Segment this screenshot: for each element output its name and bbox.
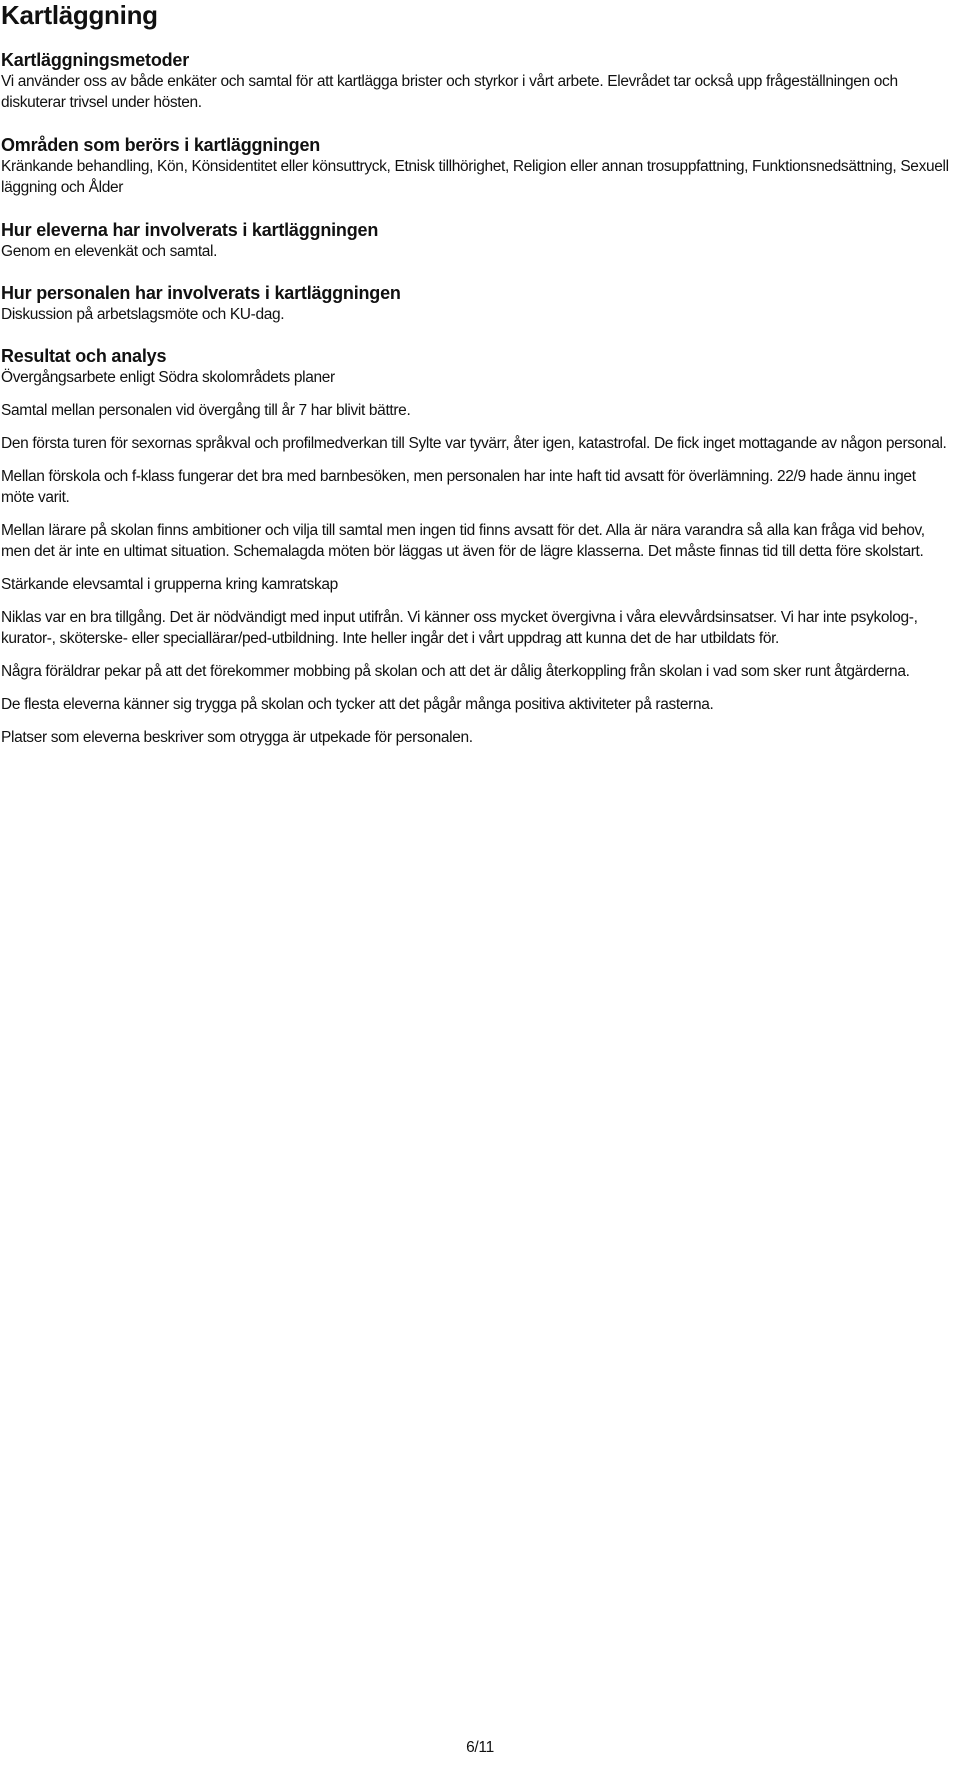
- paragraph: De flesta eleverna känner sig trygga på skolan och tycker att det pågår många positiva aktiviteter på rasterna.: [1, 696, 714, 713]
- section-heading: Områden som berörs i kartläggningen: [1, 135, 321, 155]
- paragraph: Den första turen för sexornas språkval och profilmedverkan till Sylte var tyvärr, åter igen, katastrofal. De fick inget mottagande av någon personal.: [1, 435, 947, 452]
- paragraph: Vi använder oss av både enkäter och samtal för att kartlägga brister och styrkor i vårt arbete. Elevrådet tar också upp frågeställningen och diskuterar trivsel under hösten.: [1, 73, 898, 111]
- section-resultat-och-analys: [1, 345, 951, 748]
- section-heading: Kartläggningsmetoder: [1, 50, 190, 70]
- section-heading: Hur eleverna har involverats i kartläggningen: [1, 220, 379, 240]
- paragraph: Samtal mellan personalen vid övergång till år 7 har blivit bättre.: [1, 402, 411, 419]
- paragraph: Stärkande elevsamtal i grupperna kring kamratskap: [1, 576, 338, 593]
- paragraph: Mellan förskola och f-klass fungerar det bra med barnbesöken, men personalen har inte haft tid avsatt för överlämning. 22/9 hade ännu inget möte varit.: [1, 468, 916, 506]
- section-elever-involverade: [1, 219, 951, 262]
- page-number: 6/11: [466, 1739, 494, 1756]
- section-personal-involverad: [1, 282, 951, 325]
- paragraph: Kränkande behandling, Kön, Könsidentitet eller könsuttryck, Etnisk tillhörighet, Religion eller annan trosuppfattning, Funktionsnedsättning, Sexuell läggning och Ålder: [1, 158, 949, 196]
- page-title: Kartläggning: [1, 0, 158, 30]
- section-heading: Hur personalen har involverats i kartläggningen: [1, 283, 401, 303]
- section-kartlaggningsmetoder: [1, 49, 951, 113]
- paragraph: Övergångsarbete enligt Södra skolområdets planer: [1, 369, 335, 386]
- paragraph: Platser som eleverna beskriver som otrygga är utpekade för personalen.: [1, 729, 473, 746]
- section-omraden: [1, 134, 951, 198]
- paragraph: Genom en elevenkät och samtal.: [1, 243, 218, 260]
- paragraph: Mellan lärare på skolan finns ambitioner och vilja till samtal men ingen tid finns avsatt för det. Alla är nära varandra så alla kan fråga vid behov, men det är inte en ultimat situation. Schemalagda möten bör läggas ut även för de lägre klasserna. Det måste finnas tid till detta före skolstart.: [1, 522, 925, 560]
- document-page: [1, 0, 951, 748]
- paragraph: Några föräldrar pekar på att det förekommer mobbing på skolan och att det är dålig återkoppling från skolan i vad som sker runt åtgärderna.: [1, 663, 910, 680]
- paragraph: Diskussion på arbetslagsmöte och KU-dag.: [1, 306, 285, 323]
- paragraph: Niklas var en bra tillgång. Det är nödvändigt med input utifrån. Vi känner oss mycket övergivna i våra elevvårdsinsatser. Vi har inte psykolog-, kurator-, sköterske- eller speciallärar/ped-utbildning. Inte heller ingår det i vårt uppdrag att kunna det de har utbildats för.: [1, 609, 918, 647]
- section-heading: Resultat och analys: [1, 346, 167, 366]
